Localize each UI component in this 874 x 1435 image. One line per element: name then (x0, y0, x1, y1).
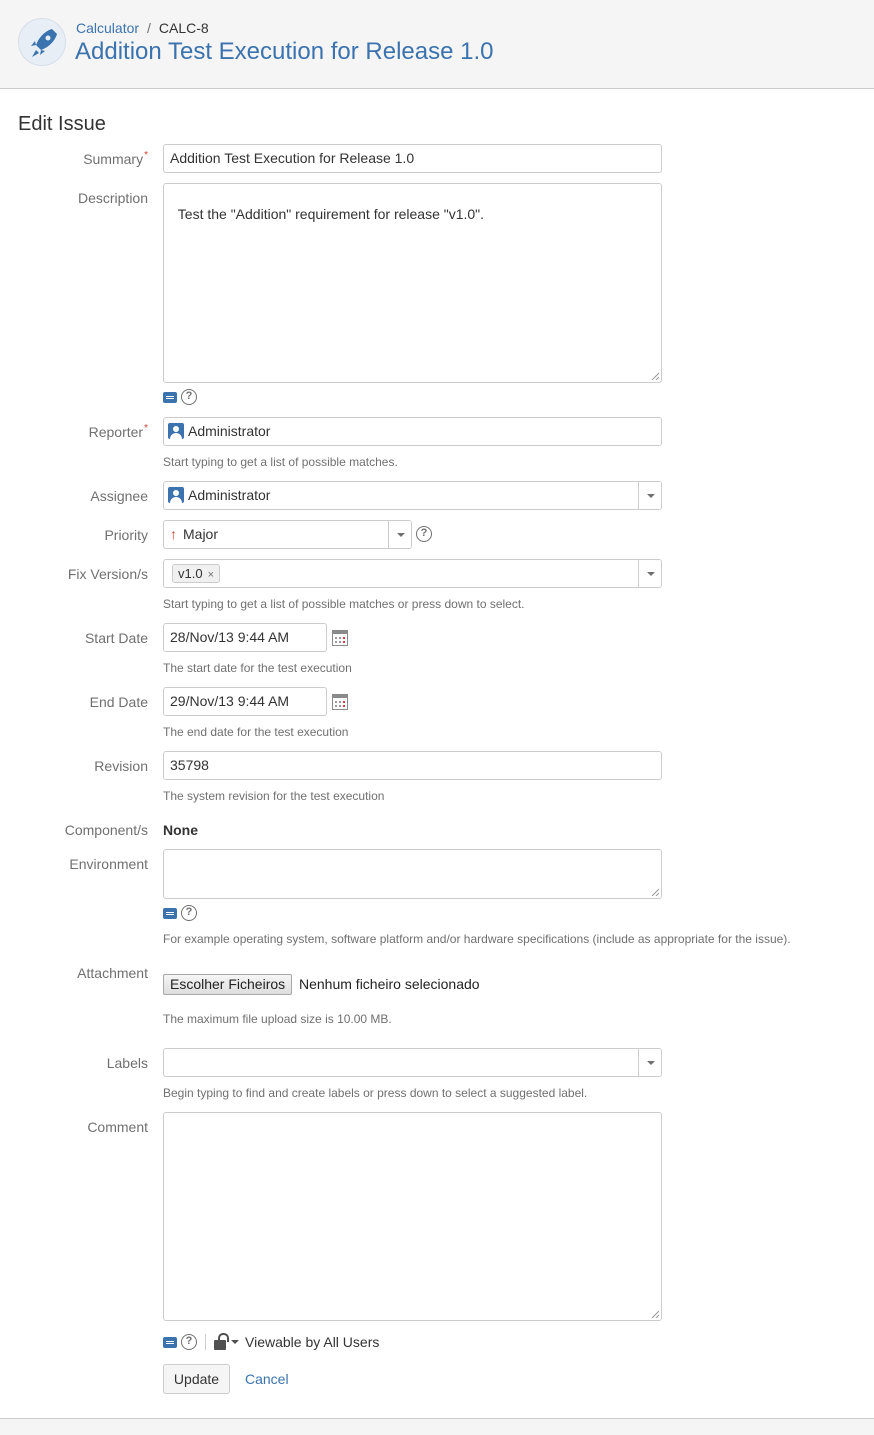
summary-label-text: Summary (83, 151, 144, 167)
start-date-label: Start Date (84, 630, 148, 646)
unlock-icon (214, 1340, 226, 1350)
chevron-down-icon[interactable] (638, 482, 661, 509)
environment-textarea[interactable] (163, 849, 662, 899)
start-date-hint: The start date for the test execution (163, 661, 352, 675)
summary-label (83, 151, 148, 167)
page-title[interactable]: Addition Test Execution for Release 1.0 (75, 38, 494, 65)
attachment-label: Attachment (77, 965, 148, 981)
choose-files-button[interactable]: Escolher Ficheiros (163, 974, 292, 995)
version-chip[interactable] (172, 564, 220, 583)
start-date-input[interactable]: 28/Nov/13 9:44 AM (163, 623, 327, 652)
assignee-value: Administrator (188, 487, 271, 503)
chevron-down-icon[interactable] (638, 1049, 661, 1076)
reporter-label (89, 424, 148, 440)
page-footer (0, 1418, 874, 1435)
wiki-style-icon[interactable] (163, 392, 177, 403)
security-level-dropdown[interactable] (214, 1334, 379, 1350)
priority-label: Priority (104, 527, 148, 543)
resize-grip-icon[interactable] (651, 372, 659, 380)
environment-hint: For example operating system, software platform and/or hardware specifications (include as appropriate for the issue). (163, 932, 791, 946)
calendar-icon[interactable] (332, 694, 348, 710)
environment-toolbar (163, 904, 197, 922)
components-value: None (163, 822, 198, 838)
reporter-hint: Start typing to get a list of possible matches. (163, 455, 398, 469)
project-breadcrumb-link[interactable]: Calculator (76, 20, 140, 36)
toolbar-divider (205, 1334, 206, 1350)
labels-label: Labels (106, 1055, 148, 1071)
fix-versions-hint: Start typing to get a list of possible matches or press down to select. (163, 597, 525, 611)
revision-input[interactable]: 35798 (163, 751, 662, 780)
comment-textarea[interactable] (163, 1112, 662, 1321)
environment-label: Environment (69, 856, 148, 872)
fix-versions-label: Fix Version/s (67, 566, 148, 582)
help-icon[interactable]: ? (416, 526, 432, 542)
fix-versions-picker[interactable] (163, 559, 662, 588)
required-marker: * (144, 423, 148, 434)
issue-key-link[interactable]: CALC-8 (158, 20, 209, 36)
remove-chip-icon[interactable]: × (207, 569, 215, 581)
description-textarea[interactable] (163, 183, 662, 383)
page-header (0, 0, 874, 89)
assignee-select[interactable] (163, 481, 662, 510)
chevron-down-icon[interactable] (638, 560, 661, 587)
help-icon[interactable]: ? (181, 905, 197, 921)
description-text: Test the "Addition" requirement for release "v1.0". (177, 206, 485, 222)
end-date-label: End Date (89, 694, 148, 710)
reporter-label-text: Reporter (88, 424, 144, 440)
priority-value: Major (183, 526, 219, 542)
cancel-link[interactable]: Cancel (245, 1371, 289, 1387)
rocket-icon (19, 19, 66, 66)
project-avatar[interactable] (18, 18, 66, 66)
priority-select[interactable] (163, 520, 412, 549)
breadcrumb-separator: / (147, 20, 151, 36)
wiki-style-icon[interactable] (163, 1337, 177, 1348)
revision-label: Revision (94, 758, 148, 774)
comment-label: Comment (87, 1119, 148, 1135)
update-button[interactable]: Update (163, 1364, 230, 1394)
reporter-value: Administrator (188, 423, 271, 439)
help-icon[interactable]: ? (181, 1334, 197, 1350)
chevron-down-icon (231, 1340, 239, 1344)
end-date-input[interactable]: 29/Nov/13 9:44 AM (163, 687, 327, 716)
assignee-label: Assignee (90, 488, 148, 504)
revision-hint: The system revision for the test execution (163, 789, 385, 803)
no-file-selected-text: Nenhum ficheiro selecionado (299, 976, 480, 992)
summary-input[interactable]: Addition Test Execution for Release 1.0 (163, 144, 662, 173)
calendar-icon[interactable] (332, 630, 348, 646)
help-icon[interactable]: ? (181, 389, 197, 405)
required-marker: * (144, 150, 148, 161)
reporter-input[interactable] (163, 417, 662, 446)
labels-picker[interactable] (163, 1048, 662, 1077)
end-date-hint: The end date for the test execution (163, 725, 349, 739)
comment-toolbar (163, 1333, 379, 1351)
attachment-hint: The maximum file upload size is 10.00 MB. (163, 1012, 392, 1026)
visibility-label: Viewable by All Users (245, 1334, 380, 1350)
user-avatar-icon (168, 487, 184, 503)
resize-grip-icon[interactable] (651, 888, 659, 896)
version-chip-label: v1.0 (178, 566, 203, 581)
labels-hint: Begin typing to find and create labels or press down to select a suggested label. (163, 1086, 588, 1100)
description-toolbar (163, 388, 197, 406)
components-label: Component/s (64, 822, 148, 838)
chevron-down-icon[interactable] (388, 521, 411, 548)
description-label: Description (77, 190, 148, 206)
resize-grip-icon[interactable] (651, 1310, 659, 1318)
user-avatar-icon (168, 423, 184, 439)
breadcrumb (76, 20, 209, 36)
dialog-title: Edit Issue (18, 113, 106, 135)
wiki-style-icon[interactable] (163, 908, 177, 919)
arrow-up-icon: ↑ (170, 526, 177, 542)
